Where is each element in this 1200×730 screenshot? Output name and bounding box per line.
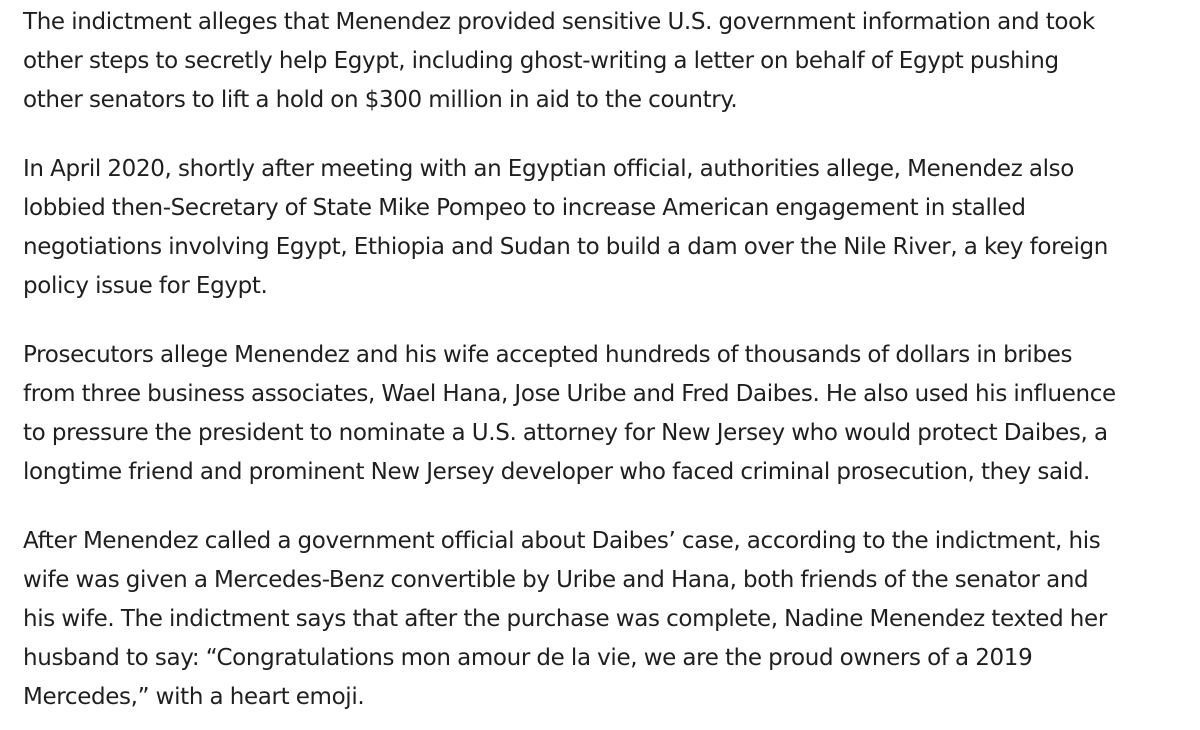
- paragraph-bribes: [23, 336, 1183, 492]
- paragraph-line: After Menendez called a government official about Daibes’ case, according to the indictment, his: [23, 528, 1101, 554]
- paragraph-line: The indictment alleges that Menendez provided sensitive U.S. government information and took: [23, 9, 1095, 35]
- paragraph-line: policy issue for Egypt.: [23, 273, 268, 299]
- paragraph-line: Prosecutors allege Menendez and his wife accepted hundreds of thousands of dollars in bribes: [23, 342, 1073, 368]
- paragraph-line: other steps to secretly help Egypt, including ghost-writing a letter on behalf of Egypt pushing: [23, 48, 1059, 74]
- paragraph-line: wife was given a Mercedes-Benz convertible by Uribe and Hana, both friends of the senator and: [23, 567, 1089, 593]
- paragraph-line: from three business associates, Wael Hana, Jose Uribe and Fred Daibes. He also used his influence: [23, 381, 1116, 407]
- paragraph-line: In April 2020, shortly after meeting with an Egyptian official, authorities allege, Menendez also: [23, 156, 1075, 182]
- paragraph-line: husband to say: “Congratulations mon amour de la vie, we are the proud owners of a 2019: [23, 645, 1033, 671]
- paragraph-line: negotiations involving Egypt, Ethiopia and Sudan to build a dam over the Nile River, a key foreign: [23, 234, 1109, 260]
- paragraph-pompeo-lobbying: [23, 150, 1183, 306]
- paragraph-line: Mercedes,” with a heart emoji.: [23, 684, 365, 710]
- paragraph-line: lobbied then-Secretary of State Mike Pompeo to increase American engagement in stalled: [23, 195, 1026, 221]
- paragraph-egypt-letter: [23, 3, 1183, 120]
- paragraph-line: to pressure the president to nominate a U.S. attorney for New Jersey who would protect Daibes, a: [23, 420, 1108, 446]
- paragraph-line: longtime friend and prominent New Jersey developer who faced criminal prosecution, they said.: [23, 459, 1091, 485]
- paragraph-line: his wife. The indictment says that after the purchase was complete, Nadine Menendez texted her: [23, 606, 1107, 632]
- paragraph-line: other senators to lift a hold on $300 million in aid to the country.: [23, 87, 738, 113]
- paragraph-mercedes: [23, 522, 1183, 717]
- article-body: [23, 3, 1183, 717]
